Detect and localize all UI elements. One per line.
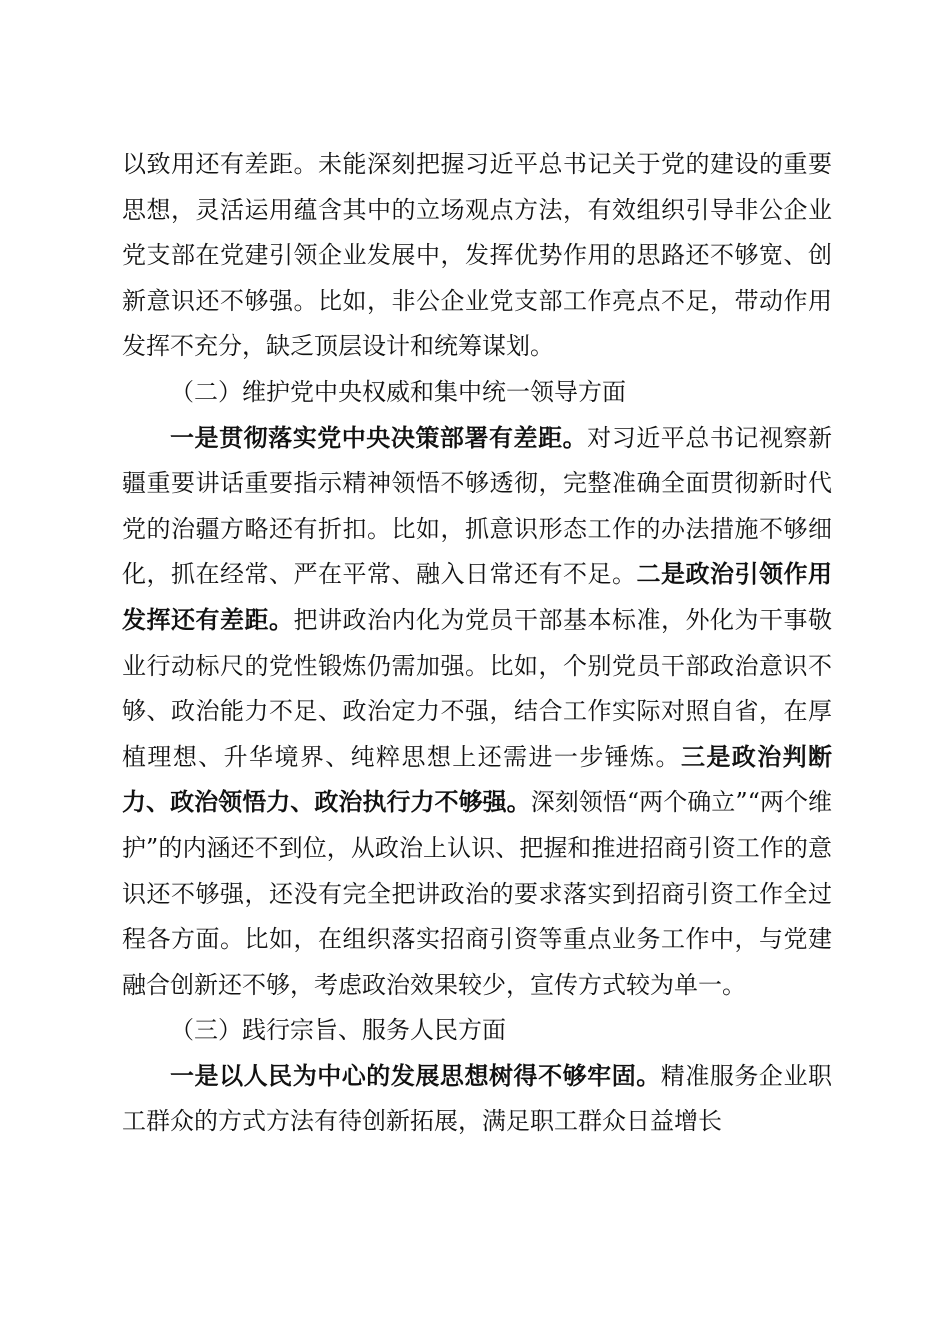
point-heading: 三是政治判断力、政治领悟力、政治执行力不够强。 <box>122 742 833 817</box>
point-heading: 二是政治引领作用发挥还有差距。 <box>122 560 832 634</box>
point-text: 对习近平总书记视察新疆重要讲话重要指示精神领悟不够透彻，完整准确全面贯彻新时代党的治疆方略还有折扣。比如，抓意识形态工作的办法措施不够细化，抓在经常、严在平常、融入日常还有不足。 <box>122 423 833 589</box>
document-body <box>122 142 832 1145</box>
section-heading-2: （二）维护党中央权威和集中统一领导方面 <box>170 377 626 406</box>
point-text: 把讲政治内化为党员干部基本标准，外化为干事敬业行动标尺的党性锻炼仍需加强。比如，个别党员干部政治意识不够、政治能力不足、政治定力不强，结合工作实际对照自省，在厚植理想、升华境界、纯粹思想上还需进一步锤炼。 <box>122 605 832 771</box>
point-text: 精准服务企业职工群众的方式方法有待创新拓展，满足职工群众日益增长 <box>122 1061 833 1136</box>
continued-paragraph: 以致用还有差距。未能深刻把握习近平总书记关于党的建设的重要思想，灵活运用蕴含其中的立场观点方法，有效组织引导非公企业党支部在党建引领企业发展中，发挥优势作用的思路还不够宽、创新意识还不够强。比如，非公企业党支部工作亮点不足，带动作用发挥不充分，缺乏顶层设计和统筹谋划。 <box>122 150 832 361</box>
section-3-paragraph <box>122 1054 832 1145</box>
point-heading: 一是贯彻落实党中央决策部署有差距。 <box>170 423 588 452</box>
section-2-paragraph <box>122 416 832 1009</box>
section-heading-3: （三）践行宗旨、服务人民方面 <box>170 1016 506 1045</box>
point-heading: 一是以人民为中心的发展思想树得不够牢固。 <box>170 1061 661 1090</box>
point-text: 深刻领悟“两个确立”“两个维护”的内涵还不到位，从政治上认识、把握和推进招商引资工作的意识还不够强，还没有完全把讲政治的要求落实到招商引资工作全过程各方面。比如，在组织落实招商引资等重点业务工作中，与党建融合创新还不够，考虑政治效果较少，宣传方式较为单一。 <box>122 788 833 999</box>
